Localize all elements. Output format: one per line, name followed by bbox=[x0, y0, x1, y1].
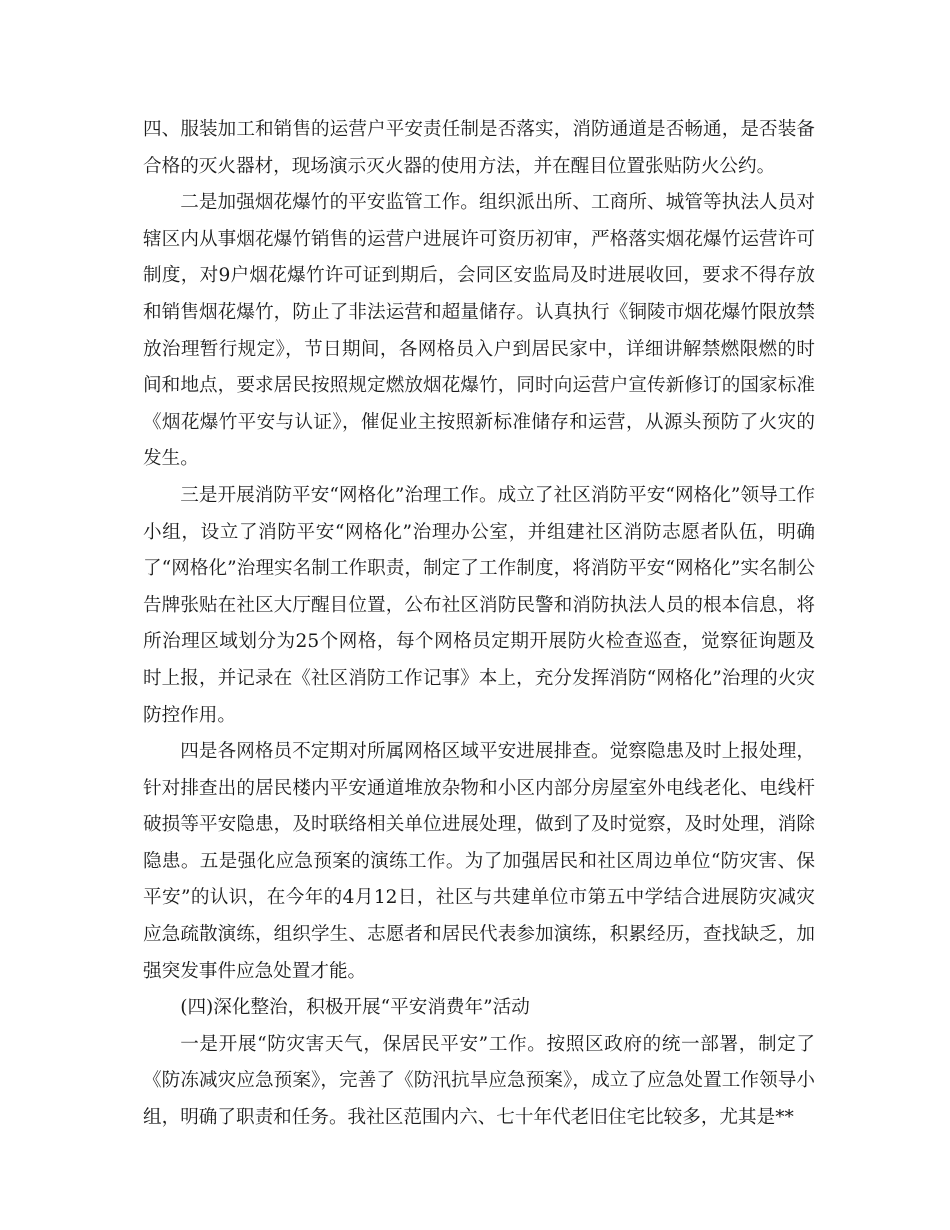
document-body bbox=[143, 112, 815, 1137]
paragraph-1: 四、服装加工和销售的运营户平安责任制是否落实，消防通道是否畅通，是否装备合格的灭火器材，现场演示灭火器的使用方法，并在醒目位置张贴防火公约。 bbox=[143, 119, 815, 177]
paragraph-2: 二是加强烟花爆竹的平安监管工作。组织派出所、工商所、城管等执法人员对辖区内从事烟花爆竹销售的运营户进展许可资历初审，严格落实烟花爆竹运营许可制度，对9户烟花爆竹许可证到期后，会同区安监局及时进展收回，要求不得存放和销售烟花爆竹，防止了非法运营和超量储存。认真执行《铜陵市烟花爆竹限放禁放治理暂行规定》，节日期间，各网格员入户到居民家中，详细讲解禁燃限燃的时间和地点，要求居民按照规定燃放烟花爆竹，同时向运营户宣传新修订的国家标准《烟花爆竹平安与认证》，催促业主按照新标准储存和运营，从源头预防了火灾的发生。 bbox=[143, 192, 815, 470]
section-heading: (四)深化整治，积极开展“平安消费年”活动 bbox=[180, 997, 530, 1019]
paragraph-5: 一是开展“防灾害天气，保居民平安”工作。按照区政府的统一部署，制定了《防冻减灾应急预案》，完善了《防汛抗旱应急预案》，成立了应急处置工作领导小组，明确了职责和任务。我社区范围内六、七十年代老旧住宅比较多，尤其是** bbox=[143, 1033, 815, 1129]
paragraph-3: 三是开展消防平安“网格化”治理工作。成立了社区消防平安“网格化”领导工作小组，设立了消防平安“网格化”治理办公室，并组建社区消防志愿者队伍，明确了“网格化”治理实名制工作职责，制定了工作制度，将消防平安“网格化”实名制公告牌张贴在社区大厅醒目位置，公布社区消防民警和消防执法人员的根本信息，将所治理区域划分为25个网格，每个网格员定期开展防火检查巡查，觉察征询题及时上报，并记录在《社区消防工作记事》本上，充分发挥消防“网格化”治理的火灾防控作用。 bbox=[143, 484, 815, 726]
paragraph-4: 四是各网格员不定期对所属网格区域平安进展排查。觉察隐患及时上报处理，针对排查出的居民楼内平安通道堆放杂物和小区内部分房屋室外电线老化、电线杆破损等平安隐患，及时联络相关单位进展处理，做到了及时觉察，及时处理，消除隐患。五是强化应急预案的演练工作。为了加强居民和社区周边单位“防灾害、保平安”的认识，在今年的4月12日，社区与共建单位市第五中学结合进展防灾减灾应急疏散演练，组织学生、志愿者和居民代表参加演练，积累经历，查找缺乏，加强突发事件应急处置才能。 bbox=[143, 741, 815, 982]
